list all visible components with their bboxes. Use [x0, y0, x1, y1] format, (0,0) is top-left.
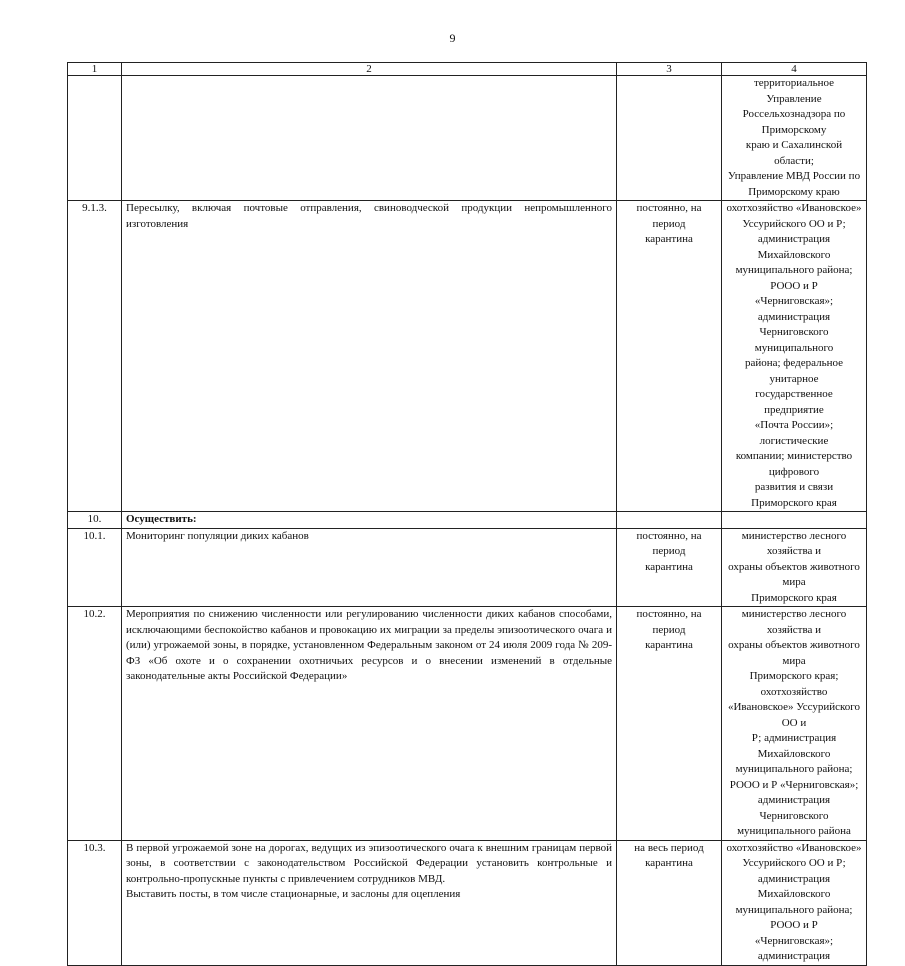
row-term: [617, 512, 722, 529]
row-responsible: [722, 512, 867, 529]
row-term: [617, 76, 722, 201]
measures-table: [67, 62, 867, 966]
header-col-1: 1: [68, 63, 122, 76]
header-col-3: 3: [617, 63, 722, 76]
row-responsible: охотхозяйство «Ивановское» Уссурийского ОО и Р; администрация Михайловского муниципального района; РООО и Р «Черниговская»; администрация: [722, 840, 867, 965]
row-term: постоянно, на период карантина: [617, 607, 722, 841]
row-term: постоянно, на период карантина: [617, 201, 722, 512]
table-row: [68, 607, 867, 841]
row-responsible: министерство лесного хозяйства и охраны объектов животного мира Приморского края; охотхозяйство «Ивановское» Уссурийского ОО и Р; администрация Михайловского муниципального района; РООО и Р «Черниговская»; администрация Черниговского муниципального района: [722, 607, 867, 841]
table-row: [68, 512, 867, 529]
header-col-2: 2: [122, 63, 617, 76]
table-row: [68, 528, 867, 607]
table-row: [68, 201, 867, 512]
row-measure: Пересылку, включая почтовые отправления, свиноводческой продукции непромышленного изготовления: [122, 201, 617, 512]
row-measure: Мониторинг популяции диких кабанов: [122, 528, 617, 607]
row-number: 10.1.: [68, 528, 122, 607]
row-responsible: территориальное Управление Россельхознадзора по Приморскому краю и Сахалинской области; Управление МВД России по Приморскому краю: [722, 76, 867, 201]
row-responsible: министерство лесного хозяйства и охраны объектов животного мира Приморского края: [722, 528, 867, 607]
row-measure-para-2: Выставить посты, в том числе стационарные, и заслоны для оцепления: [126, 888, 461, 900]
row-number: [68, 76, 122, 201]
row-number: 10.: [68, 512, 122, 529]
row-number: 10.3.: [68, 840, 122, 965]
row-term: на весь период карантина: [617, 840, 722, 965]
header-col-4: 4: [722, 63, 867, 76]
row-measure-para-1: В первой угрожаемой зоне на дорогах, ведущих из эпизоотического очага к внешним границам первой зоны, в соответствии с законодательством Российской Федерации установить контрольные и контрольно-пропускные пункты с привлечением сотрудников МВД.: [126, 841, 612, 885]
row-number: 10.2.: [68, 607, 122, 841]
table-row: [68, 76, 867, 201]
row-measure: [122, 840, 617, 965]
table-header-row: [68, 63, 867, 76]
row-responsible: охотхозяйство «Ивановское» Уссурийского ОО и Р; администрация Михайловского муниципального района; РООО и Р «Черниговская»; администрация Черниговского муниципального района; федеральное унитарное государственное предприятие «Почта России»; логистические компании; министерство цифрового развития и связи Приморского края: [722, 201, 867, 512]
row-number: 9.1.3.: [68, 201, 122, 512]
page-number: 9: [449, 31, 456, 45]
row-measure: [122, 76, 617, 201]
row-term: постоянно, на период карантина: [617, 528, 722, 607]
row-measure: Мероприятия по снижению численности или регулированию численности диких кабанов способами, исключающими беспокойство кабанов и провокацию их миграции за пределы эпизоотического очага и (или) угрожаемой зоны, в порядке, установленном Федеральным законом от 24 июля 2009 года № 209-ФЗ «Об охоте и о сохранении охотничьих ресурсов и о внесении изменений в отдельные законодательные акты Российской Федерации»: [122, 607, 617, 841]
table-row: [68, 840, 867, 965]
row-measure: Осуществить:: [122, 512, 617, 529]
